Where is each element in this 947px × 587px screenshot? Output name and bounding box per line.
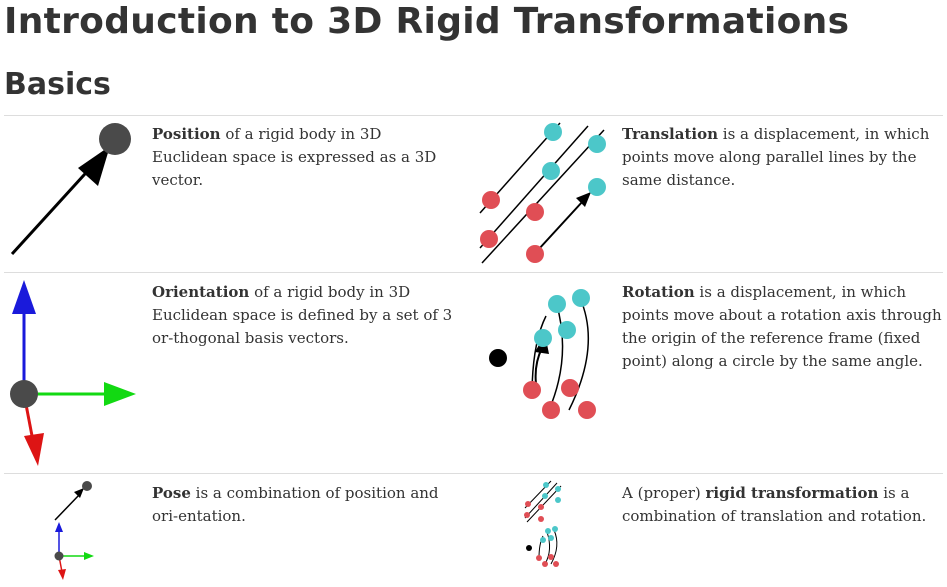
mini-point-before bbox=[538, 516, 544, 522]
pose-term: Pose bbox=[152, 484, 191, 502]
pose-position-arrow bbox=[55, 494, 80, 520]
point-after bbox=[588, 135, 606, 153]
rotation-text: is a displacement, in which points move about a rotation axis through the origin of the reference frame (fixed point) along a circle by the same angle. bbox=[622, 283, 942, 370]
rotation-arc bbox=[549, 302, 563, 410]
pose-figure bbox=[44, 478, 104, 582]
position-point bbox=[99, 123, 131, 155]
rigid-transformation-prefix: A (proper) bbox=[622, 484, 706, 502]
page-title: Introduction to 3D Rigid Transformations bbox=[4, 1, 850, 42]
position-vector-figure bbox=[4, 118, 144, 263]
point-before bbox=[526, 245, 544, 263]
mini-fixed-point bbox=[526, 545, 532, 551]
rotation-term: Rotation bbox=[622, 283, 695, 301]
position-text: of a rigid body in 3D Euclidean space is expressed as a 3D vector. bbox=[152, 125, 437, 189]
axis-green-head bbox=[104, 382, 136, 406]
pose-axis-green-head bbox=[84, 552, 94, 560]
rigid-transformation-figure bbox=[519, 478, 569, 570]
position-arrow-shaft bbox=[12, 164, 94, 254]
mini-point-before bbox=[542, 561, 548, 567]
mini-point-after bbox=[548, 535, 554, 541]
section-heading: Basics bbox=[4, 67, 111, 102]
rotation-arrow-shaft bbox=[536, 348, 542, 384]
mini-point-before bbox=[536, 555, 542, 561]
position-term: Position bbox=[152, 125, 221, 143]
mini-point-after bbox=[552, 526, 558, 532]
origin-point bbox=[10, 380, 38, 408]
fixed-point bbox=[489, 349, 507, 367]
position-description bbox=[152, 123, 457, 192]
point-before bbox=[561, 379, 579, 397]
translation-description bbox=[622, 123, 942, 192]
translation-line bbox=[480, 126, 588, 248]
point-before bbox=[480, 230, 498, 248]
orientation-term: Orientation bbox=[152, 283, 250, 301]
mini-point-before bbox=[525, 501, 531, 507]
point-after bbox=[572, 289, 590, 307]
mini-point-after bbox=[555, 497, 561, 503]
axis-red-head bbox=[24, 433, 44, 466]
mini-translation-line bbox=[525, 483, 557, 518]
translation-text: is a displacement, in which points move along parallel lines by the same distance. bbox=[622, 125, 930, 189]
pose-axis-blue-head bbox=[55, 522, 63, 532]
point-after bbox=[534, 329, 552, 347]
rotation-description bbox=[622, 281, 942, 373]
mini-point-before bbox=[538, 504, 544, 510]
pose-axis-red-head bbox=[58, 569, 66, 580]
point-after bbox=[588, 178, 606, 196]
mini-point-after bbox=[555, 486, 561, 492]
point-before bbox=[526, 203, 544, 221]
translation-term: Translation bbox=[622, 125, 718, 143]
rigid-transformation-term: rigid transformation bbox=[705, 484, 879, 502]
point-after bbox=[542, 162, 560, 180]
mini-point-before bbox=[553, 561, 559, 567]
rigid-transformation-text: is a combination of translation and rotation. bbox=[622, 484, 927, 525]
point-before bbox=[523, 381, 541, 399]
point-after bbox=[548, 295, 566, 313]
translation-figure bbox=[476, 118, 616, 266]
mini-point-before bbox=[524, 512, 530, 518]
orientation-text: of a rigid body in 3D Euclidean space is defined by a set of 3 or-thogonal basis vectors. bbox=[152, 283, 453, 347]
orientation-axes-figure bbox=[4, 276, 144, 468]
point-before bbox=[542, 401, 560, 419]
divider bbox=[4, 473, 943, 474]
translation-arrow-shaft bbox=[538, 201, 583, 250]
mini-point-after bbox=[542, 493, 548, 499]
divider bbox=[4, 272, 943, 273]
mini-point-before bbox=[548, 554, 554, 560]
orientation-description bbox=[152, 281, 457, 350]
pose-description bbox=[152, 482, 457, 528]
mini-translation-line bbox=[527, 486, 561, 522]
pose-position-arrow-head bbox=[74, 488, 84, 498]
point-before bbox=[482, 191, 500, 209]
position-arrow-head bbox=[78, 146, 110, 186]
rotation-figure bbox=[476, 276, 616, 426]
pose-point bbox=[82, 481, 92, 491]
point-after bbox=[544, 123, 562, 141]
mini-point-after bbox=[540, 537, 546, 543]
pose-text: is a combination of position and ori-entation. bbox=[152, 484, 439, 525]
rigid-transformation-description bbox=[622, 482, 942, 528]
axis-blue-head bbox=[12, 280, 36, 314]
pose-origin bbox=[55, 552, 64, 561]
mini-point-after bbox=[545, 528, 551, 534]
point-before bbox=[578, 401, 596, 419]
mini-point-after bbox=[543, 482, 549, 488]
point-after bbox=[558, 321, 576, 339]
divider bbox=[4, 115, 943, 116]
